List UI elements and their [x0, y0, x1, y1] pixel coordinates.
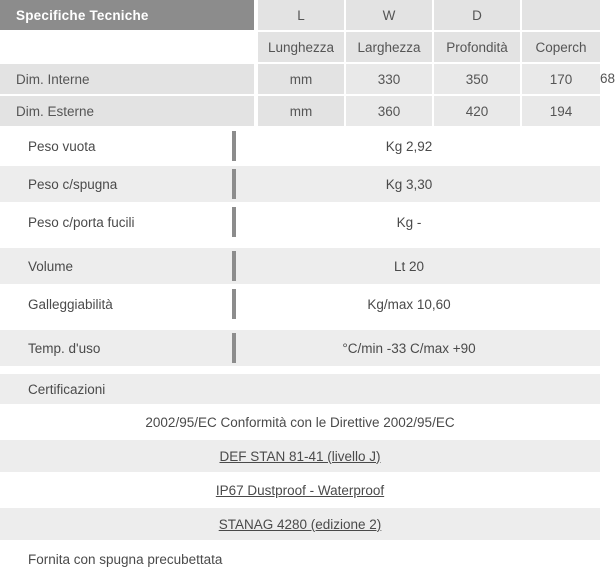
dimensions-table — [0, 0, 615, 128]
dimension-label-depth: Profondità — [434, 31, 520, 63]
property-row-weight-empty — [0, 128, 600, 164]
dimension-label-lid: Coperch — [522, 31, 600, 63]
table-header-row — [0, 0, 600, 31]
property-value: Lt 20 — [393, 258, 425, 274]
axis-header-d: D — [434, 0, 520, 31]
row-label-external: Dim. Esterne — [0, 95, 254, 127]
certification-text: DEF STAN 81-41 (livello J) — [219, 448, 381, 464]
axis-header-w: W — [346, 0, 432, 31]
axis-header-l: L — [258, 0, 344, 31]
property-label: Peso c/spugna — [28, 176, 118, 192]
certification-text: 2002/95/EC Conformità con le Direttive 2002/95/EC — [145, 414, 455, 430]
certification-text: IP67 Dustproof - Waterproof — [215, 482, 385, 498]
row-label-internal: Dim. Interne — [0, 63, 254, 95]
table-title: Specifiche Tecniche — [0, 0, 254, 31]
cell-external-length: 360 — [346, 95, 432, 127]
property-row-weight-foam — [0, 166, 600, 202]
cell-external-depth: 194 — [522, 95, 600, 127]
property-label: Peso c/porta fucili — [28, 214, 135, 230]
cell-external-width: 420 — [434, 95, 520, 127]
property-row-weight-rifle-holder — [0, 204, 600, 240]
certification-item — [0, 440, 600, 472]
certification-item — [0, 474, 600, 506]
property-value: °C/min -33 C/max +90 — [342, 340, 476, 356]
row-unit-internal: mm — [258, 63, 344, 95]
property-label: Galleggiabilità — [28, 296, 113, 312]
property-row-temperature — [0, 330, 600, 366]
axis-header-extra — [522, 0, 600, 31]
cell-internal-length: 330 — [346, 63, 432, 95]
certification-item — [0, 508, 600, 540]
properties-list — [0, 128, 600, 574]
dimension-label-width: Larghezza — [346, 31, 432, 63]
certifications-heading: Certificazioni — [0, 374, 600, 404]
property-label: Peso vuota — [28, 138, 96, 154]
table-row: Dim. Interne mm 330 350 170 68 — [0, 63, 600, 95]
subheader-blank — [0, 31, 254, 63]
table-row — [0, 95, 600, 127]
cell-internal-depth: 170 — [522, 63, 600, 95]
property-value: Kg/max 10,60 — [367, 296, 451, 312]
property-label: Temp. d'uso — [28, 340, 101, 356]
footer-note: Fornita con spugna precubettata — [28, 551, 223, 567]
property-row-buoyancy — [0, 286, 600, 322]
property-value: Kg - — [396, 214, 422, 230]
dimension-label-length: Lunghezza — [258, 31, 344, 63]
property-value: Kg 2,92 — [385, 138, 433, 154]
property-row-volume — [0, 248, 600, 284]
certification-text: STANAG 4280 (edizione 2) — [218, 516, 382, 532]
certification-item — [0, 406, 600, 438]
property-value: Kg 3,30 — [385, 176, 433, 192]
property-label: Volume — [28, 258, 74, 274]
table-subheader-row — [0, 31, 600, 63]
row-unit-external: mm — [258, 95, 344, 127]
cell-internal-width: 350 — [434, 63, 520, 95]
